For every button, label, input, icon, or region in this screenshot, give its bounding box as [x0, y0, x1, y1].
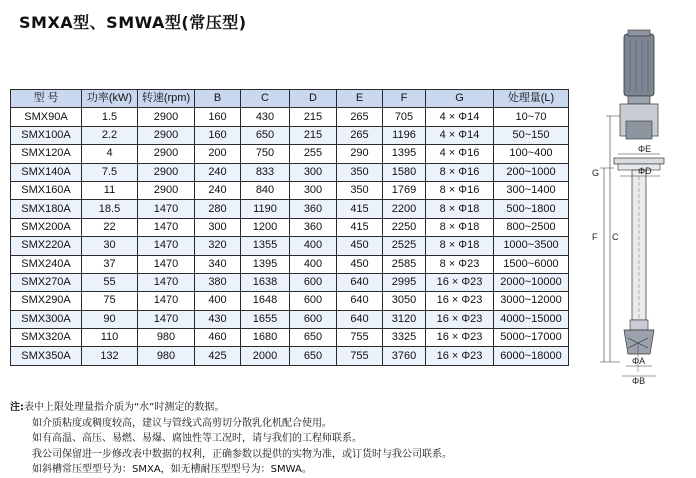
table-cell: 215: [290, 108, 337, 126]
table-cell: 200~1000: [494, 163, 569, 181]
table-cell: 37: [82, 255, 138, 273]
table-cell: 265: [337, 126, 383, 144]
table-cell: 300: [195, 218, 241, 236]
column-header: B: [195, 90, 241, 108]
table-cell: 16 × Φ23: [426, 329, 494, 347]
table-cell: 415: [337, 218, 383, 236]
table-cell: 400: [290, 237, 337, 255]
table-cell: 215: [290, 126, 337, 144]
table-cell: 2525: [383, 237, 426, 255]
table-cell: 240: [195, 181, 241, 199]
table-cell: 425: [195, 347, 241, 365]
table-cell: 16 × Φ23: [426, 292, 494, 310]
motor-icon: [624, 34, 654, 96]
column-header: D: [290, 90, 337, 108]
table-cell: 400: [195, 292, 241, 310]
table-cell: 600: [290, 310, 337, 328]
table-cell: 650: [290, 347, 337, 365]
note-lead: 注:: [10, 402, 24, 413]
table-cell: 22: [82, 218, 138, 236]
table-row: [11, 292, 569, 310]
table-cell: SMX320A: [11, 329, 82, 347]
table-cell: SMX240A: [11, 255, 82, 273]
table-cell: 650: [290, 329, 337, 347]
table-cell: 980: [138, 329, 195, 347]
table-cell: 500~1800: [494, 200, 569, 218]
table-cell: 6000~18000: [494, 347, 569, 365]
table-cell: 1395: [241, 255, 290, 273]
table-cell: 650: [241, 126, 290, 144]
table-cell: 16 × Φ23: [426, 310, 494, 328]
table-cell: 2900: [138, 145, 195, 163]
dim-label-b: ΦB: [632, 376, 646, 386]
column-header: E: [337, 90, 383, 108]
table-cell: 833: [241, 163, 290, 181]
table-cell: 16 × Φ23: [426, 347, 494, 365]
table-cell: 1200: [241, 218, 290, 236]
table-row: [11, 181, 569, 199]
table-cell: SMX350A: [11, 347, 82, 365]
table-cell: SMX290A: [11, 292, 82, 310]
table-row: [11, 273, 569, 291]
table-cell: 30: [82, 237, 138, 255]
dim-label-d: ΦD: [638, 166, 652, 176]
column-header: F: [383, 90, 426, 108]
table-row: [11, 200, 569, 218]
table-cell: 110: [82, 329, 138, 347]
note-text: 表中上限处理量指介质为“水”时测定的数据。: [24, 402, 225, 413]
table-cell: 750: [241, 145, 290, 163]
table-cell: 3120: [383, 310, 426, 328]
table-cell: 640: [337, 310, 383, 328]
table-cell: 8 × Φ16: [426, 163, 494, 181]
table-cell: 7.5: [82, 163, 138, 181]
table-cell: 2900: [138, 181, 195, 199]
table-cell: 300: [290, 181, 337, 199]
table-cell: 2585: [383, 255, 426, 273]
note-line: [10, 400, 452, 416]
table-cell: 50~150: [494, 126, 569, 144]
table-cell: SMX140A: [11, 163, 82, 181]
table-cell: SMX270A: [11, 273, 82, 291]
table-cell: 8 × Φ18: [426, 218, 494, 236]
table-cell: 8 × Φ16: [426, 181, 494, 199]
table-cell: 1470: [138, 200, 195, 218]
table-cell: SMX300A: [11, 310, 82, 328]
table-cell: 1470: [138, 255, 195, 273]
table-cell: SMX180A: [11, 200, 82, 218]
table-cell: 1470: [138, 237, 195, 255]
table-row: [11, 329, 569, 347]
table-cell: 450: [337, 255, 383, 273]
table-row: [11, 108, 569, 126]
table-cell: 290: [337, 145, 383, 163]
column-header: 转速(rpm): [138, 90, 195, 108]
table-cell: 1355: [241, 237, 290, 255]
table-cell: 1470: [138, 310, 195, 328]
table-cell: 1470: [138, 292, 195, 310]
table-cell: 240: [195, 163, 241, 181]
column-header: 型 号: [11, 90, 82, 108]
table-cell: 200: [195, 145, 241, 163]
dim-label-a: ΦA: [632, 356, 646, 366]
table-cell: 3000~12000: [494, 292, 569, 310]
table-cell: 600: [290, 273, 337, 291]
table-cell: 18.5: [82, 200, 138, 218]
table-cell: SMX90A: [11, 108, 82, 126]
table-cell: SMX120A: [11, 145, 82, 163]
column-header: 处理量(L): [494, 90, 569, 108]
dim-label-e: ΦE: [638, 144, 652, 154]
table-cell: 360: [290, 200, 337, 218]
table-row: [11, 255, 569, 273]
table-cell: 4 × Φ14: [426, 108, 494, 126]
table-row: [11, 163, 569, 181]
table-cell: 800~2500: [494, 218, 569, 236]
table-cell: 265: [337, 108, 383, 126]
table-cell: 1500~6000: [494, 255, 569, 273]
column-header: G: [426, 90, 494, 108]
table-cell: 75: [82, 292, 138, 310]
table-cell: 2900: [138, 163, 195, 181]
mixer-drawing: [590, 26, 685, 391]
table-cell: 3325: [383, 329, 426, 347]
table-cell: 300: [290, 163, 337, 181]
table-cell: SMX220A: [11, 237, 82, 255]
table-cell: 300~1400: [494, 181, 569, 199]
notes: [10, 400, 452, 478]
table-cell: SMX160A: [11, 181, 82, 199]
table-cell: 255: [290, 145, 337, 163]
table-cell: 320: [195, 237, 241, 255]
dim-label-c: C: [612, 232, 619, 242]
table-cell: 132: [82, 347, 138, 365]
table-cell: 2250: [383, 218, 426, 236]
table-cell: 2.2: [82, 126, 138, 144]
table-cell: 1.5: [82, 108, 138, 126]
column-header: 功率(kW): [82, 90, 138, 108]
table-cell: 430: [241, 108, 290, 126]
table-cell: 350: [337, 181, 383, 199]
table-cell: 600: [290, 292, 337, 310]
table-cell: 640: [337, 273, 383, 291]
table-cell: 4 × Φ14: [426, 126, 494, 144]
note-line: 如有高温、高压、易燃、易爆、腐蚀性等工况时，请与我们的工程师联系。: [32, 433, 362, 444]
column-header: C: [241, 90, 290, 108]
table-cell: 3050: [383, 292, 426, 310]
table-cell: 1196: [383, 126, 426, 144]
table-row: [11, 218, 569, 236]
table-cell: 2900: [138, 108, 195, 126]
table-cell: 160: [195, 126, 241, 144]
table-cell: 415: [337, 200, 383, 218]
table-cell: 640: [337, 292, 383, 310]
table-cell: 8 × Φ23: [426, 255, 494, 273]
table-cell: 360: [290, 218, 337, 236]
table-cell: 705: [383, 108, 426, 126]
table-cell: 11: [82, 181, 138, 199]
table-row: [11, 237, 569, 255]
table-cell: 2900: [138, 126, 195, 144]
table-cell: 2995: [383, 273, 426, 291]
table-cell: 1769: [383, 181, 426, 199]
note-line: 我公司保留进一步修改表中数据的权利，正确参数以提供的实物为准，或订货时与我公司联系。: [32, 448, 452, 460]
table-cell: 1000~3500: [494, 237, 569, 255]
table-cell: SMX200A: [11, 218, 82, 236]
table-row: [11, 310, 569, 328]
table-row: [11, 126, 569, 144]
table-cell: 280: [195, 200, 241, 218]
table-row: [11, 347, 569, 365]
table-cell: 350: [337, 163, 383, 181]
table-cell: 160: [195, 108, 241, 126]
table-cell: 3760: [383, 347, 426, 365]
table-cell: 340: [195, 255, 241, 273]
table-cell: 4 × Φ16: [426, 145, 494, 163]
table-cell: 755: [337, 329, 383, 347]
table-cell: 1580: [383, 163, 426, 181]
table-cell: 2000: [241, 347, 290, 365]
table-body: [11, 108, 569, 365]
table-cell: 1655: [241, 310, 290, 328]
table-cell: 2200: [383, 200, 426, 218]
table-cell: 90: [82, 310, 138, 328]
spec-table: [10, 89, 569, 366]
dim-label-f: F: [592, 232, 598, 242]
note-line: 如斜槽常压型型号为：SMXA，如无槽耐压型型号为：SMWA。: [32, 464, 312, 475]
dim-label-g: G: [592, 168, 600, 178]
table-cell: 1470: [138, 273, 195, 291]
page-title: SMXA型、SMWA型(常压型): [19, 13, 247, 32]
table-cell: 5000~17000: [494, 329, 569, 347]
table-cell: 1638: [241, 273, 290, 291]
table-cell: 755: [337, 347, 383, 365]
table-cell: 1470: [138, 218, 195, 236]
table-cell: 2000~10000: [494, 273, 569, 291]
table-row: [11, 145, 569, 163]
table-cell: 450: [337, 237, 383, 255]
table-cell: 980: [138, 347, 195, 365]
table-cell: 1395: [383, 145, 426, 163]
table-cell: 1648: [241, 292, 290, 310]
table-cell: 430: [195, 310, 241, 328]
table-header-row: [11, 90, 569, 108]
table-cell: 1190: [241, 200, 290, 218]
note-line: 如介质粘度或稠度较高，建议与管线式高剪切分散乳化机配合使用。: [32, 417, 332, 429]
table-cell: 4000~15000: [494, 310, 569, 328]
table-cell: 840: [241, 181, 290, 199]
table-cell: 8 × Φ18: [426, 237, 494, 255]
table-cell: 16 × Φ23: [426, 273, 494, 291]
table-cell: 460: [195, 329, 241, 347]
table-cell: 400: [290, 255, 337, 273]
table-cell: 55: [82, 273, 138, 291]
table-cell: 1680: [241, 329, 290, 347]
table-cell: SMX100A: [11, 126, 82, 144]
table-cell: 10~70: [494, 108, 569, 126]
table-cell: 380: [195, 273, 241, 291]
table-cell: 8 × Φ18: [426, 200, 494, 218]
table-cell: 4: [82, 145, 138, 163]
table-cell: 100~400: [494, 145, 569, 163]
